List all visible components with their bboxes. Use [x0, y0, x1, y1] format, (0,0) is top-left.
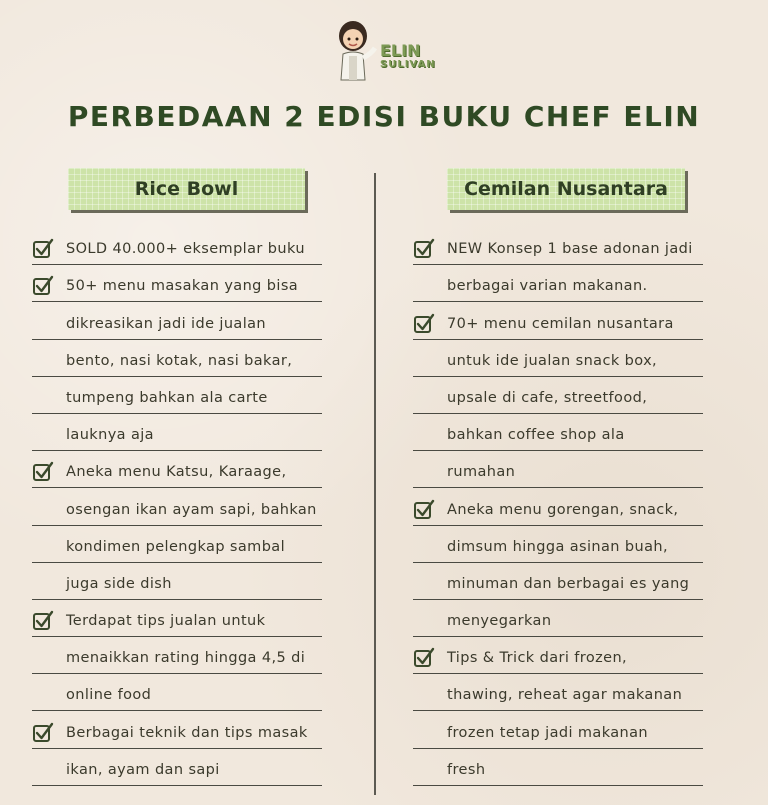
list-item — [413, 637, 703, 674]
brand-name: ELIN — [380, 41, 421, 60]
list-item-text: Aneka menu gorengan, snack, — [447, 501, 679, 518]
brand-surname: SULIVAN — [380, 59, 436, 70]
list-item-text: bento, nasi kotak, nasi bakar, — [66, 352, 293, 369]
list-item — [32, 674, 322, 711]
list-item-text: osengan ikan ayam sapi, bahkan — [66, 501, 317, 518]
list-item — [32, 414, 322, 451]
list-item-text: bahkan coffee shop ala — [447, 427, 625, 444]
list-item-text: dikreasikan jadi ide jualan — [66, 315, 267, 332]
list-item — [413, 302, 703, 339]
list-item-text: lauknya aja — [66, 427, 154, 444]
list-item-text: 70+ menu cemilan nusantara — [447, 315, 674, 332]
list-item — [413, 749, 703, 786]
list-item-text: fresh — [447, 761, 486, 778]
list-item — [32, 451, 322, 488]
checkbox-checked-icon — [32, 722, 54, 744]
list-item — [413, 451, 703, 488]
list-item — [32, 302, 322, 339]
checkbox-checked-icon — [413, 238, 435, 260]
list-item-text: Aneka menu Katsu, Karaage, — [66, 464, 287, 481]
checkbox-checked-icon — [413, 499, 435, 521]
list-item — [32, 488, 322, 525]
list-item-text: 50+ menu masakan yang bisa — [66, 278, 299, 295]
list-item-text: kondimen pelengkap sambal — [66, 538, 286, 555]
column-divider — [374, 173, 376, 795]
checkbox-checked-icon — [413, 647, 435, 669]
list-item — [32, 749, 322, 786]
checkbox-checked-icon — [32, 610, 54, 632]
list-item — [32, 563, 322, 600]
page-title: PERBEDAAN 2 EDISI BUKU CHEF ELIN — [67, 100, 701, 133]
list-item — [32, 600, 322, 637]
list-item — [413, 228, 703, 265]
cemilan-feature-list — [413, 228, 703, 786]
list-item-text: thawing, reheat agar makanan — [447, 687, 683, 704]
list-item-text: upsale di cafe, streetfood, — [447, 389, 648, 406]
checkbox-checked-icon — [32, 275, 54, 297]
list-item-text: tumpeng bahkan ala carte — [66, 389, 268, 406]
brand-logo — [380, 41, 436, 72]
list-item-text: Tips & Trick dari frozen, — [447, 650, 628, 667]
list-item-text: Terdapat tips jualan untuk — [66, 613, 266, 630]
list-item — [32, 526, 322, 563]
list-item-text: SOLD 40.000+ eksemplar buku — [66, 241, 305, 258]
list-item-text: online food — [66, 687, 152, 704]
list-item-text: menaikkan rating hingga 4,5 di — [66, 650, 306, 667]
checkbox-checked-icon — [32, 238, 54, 260]
list-item — [32, 637, 322, 674]
list-item — [413, 563, 703, 600]
list-item — [413, 340, 703, 377]
list-item — [413, 526, 703, 563]
list-item — [413, 265, 703, 302]
list-item-text: rumahan — [447, 464, 516, 481]
list-item — [32, 265, 322, 302]
list-item — [413, 488, 703, 525]
list-item-text: berbagai varian makanan. — [447, 278, 648, 295]
list-item-text: NEW Konsep 1 base adonan jadi — [447, 241, 693, 258]
list-item-text: juga side dish — [66, 575, 172, 592]
list-item-text: Berbagai teknik dan tips masak — [66, 724, 308, 741]
list-item — [413, 377, 703, 414]
column-header-rice-bowl: Rice Bowl — [68, 168, 305, 210]
rice-bowl-feature-list — [32, 228, 322, 786]
list-item-text: minuman dan berbagai es yang — [447, 575, 690, 592]
list-item — [413, 414, 703, 451]
list-item-text: frozen tetap jadi makanan — [447, 724, 648, 741]
list-item — [413, 711, 703, 748]
list-item-text: dimsum hingga asinan buah, — [447, 538, 668, 555]
list-item — [32, 228, 322, 265]
list-item-text: untuk ide jualan snack box, — [447, 352, 658, 369]
list-item — [32, 377, 322, 414]
checkbox-checked-icon — [32, 461, 54, 483]
list-item-text: ikan, ayam dan sapi — [66, 761, 220, 778]
list-item — [413, 674, 703, 711]
list-item-text: menyegarkan — [447, 613, 552, 630]
list-item — [32, 711, 322, 748]
list-item — [413, 600, 703, 637]
column-header-cemilan-nusantara: Cemilan Nusantara — [447, 168, 685, 210]
list-item — [32, 340, 322, 377]
checkbox-checked-icon — [413, 313, 435, 335]
